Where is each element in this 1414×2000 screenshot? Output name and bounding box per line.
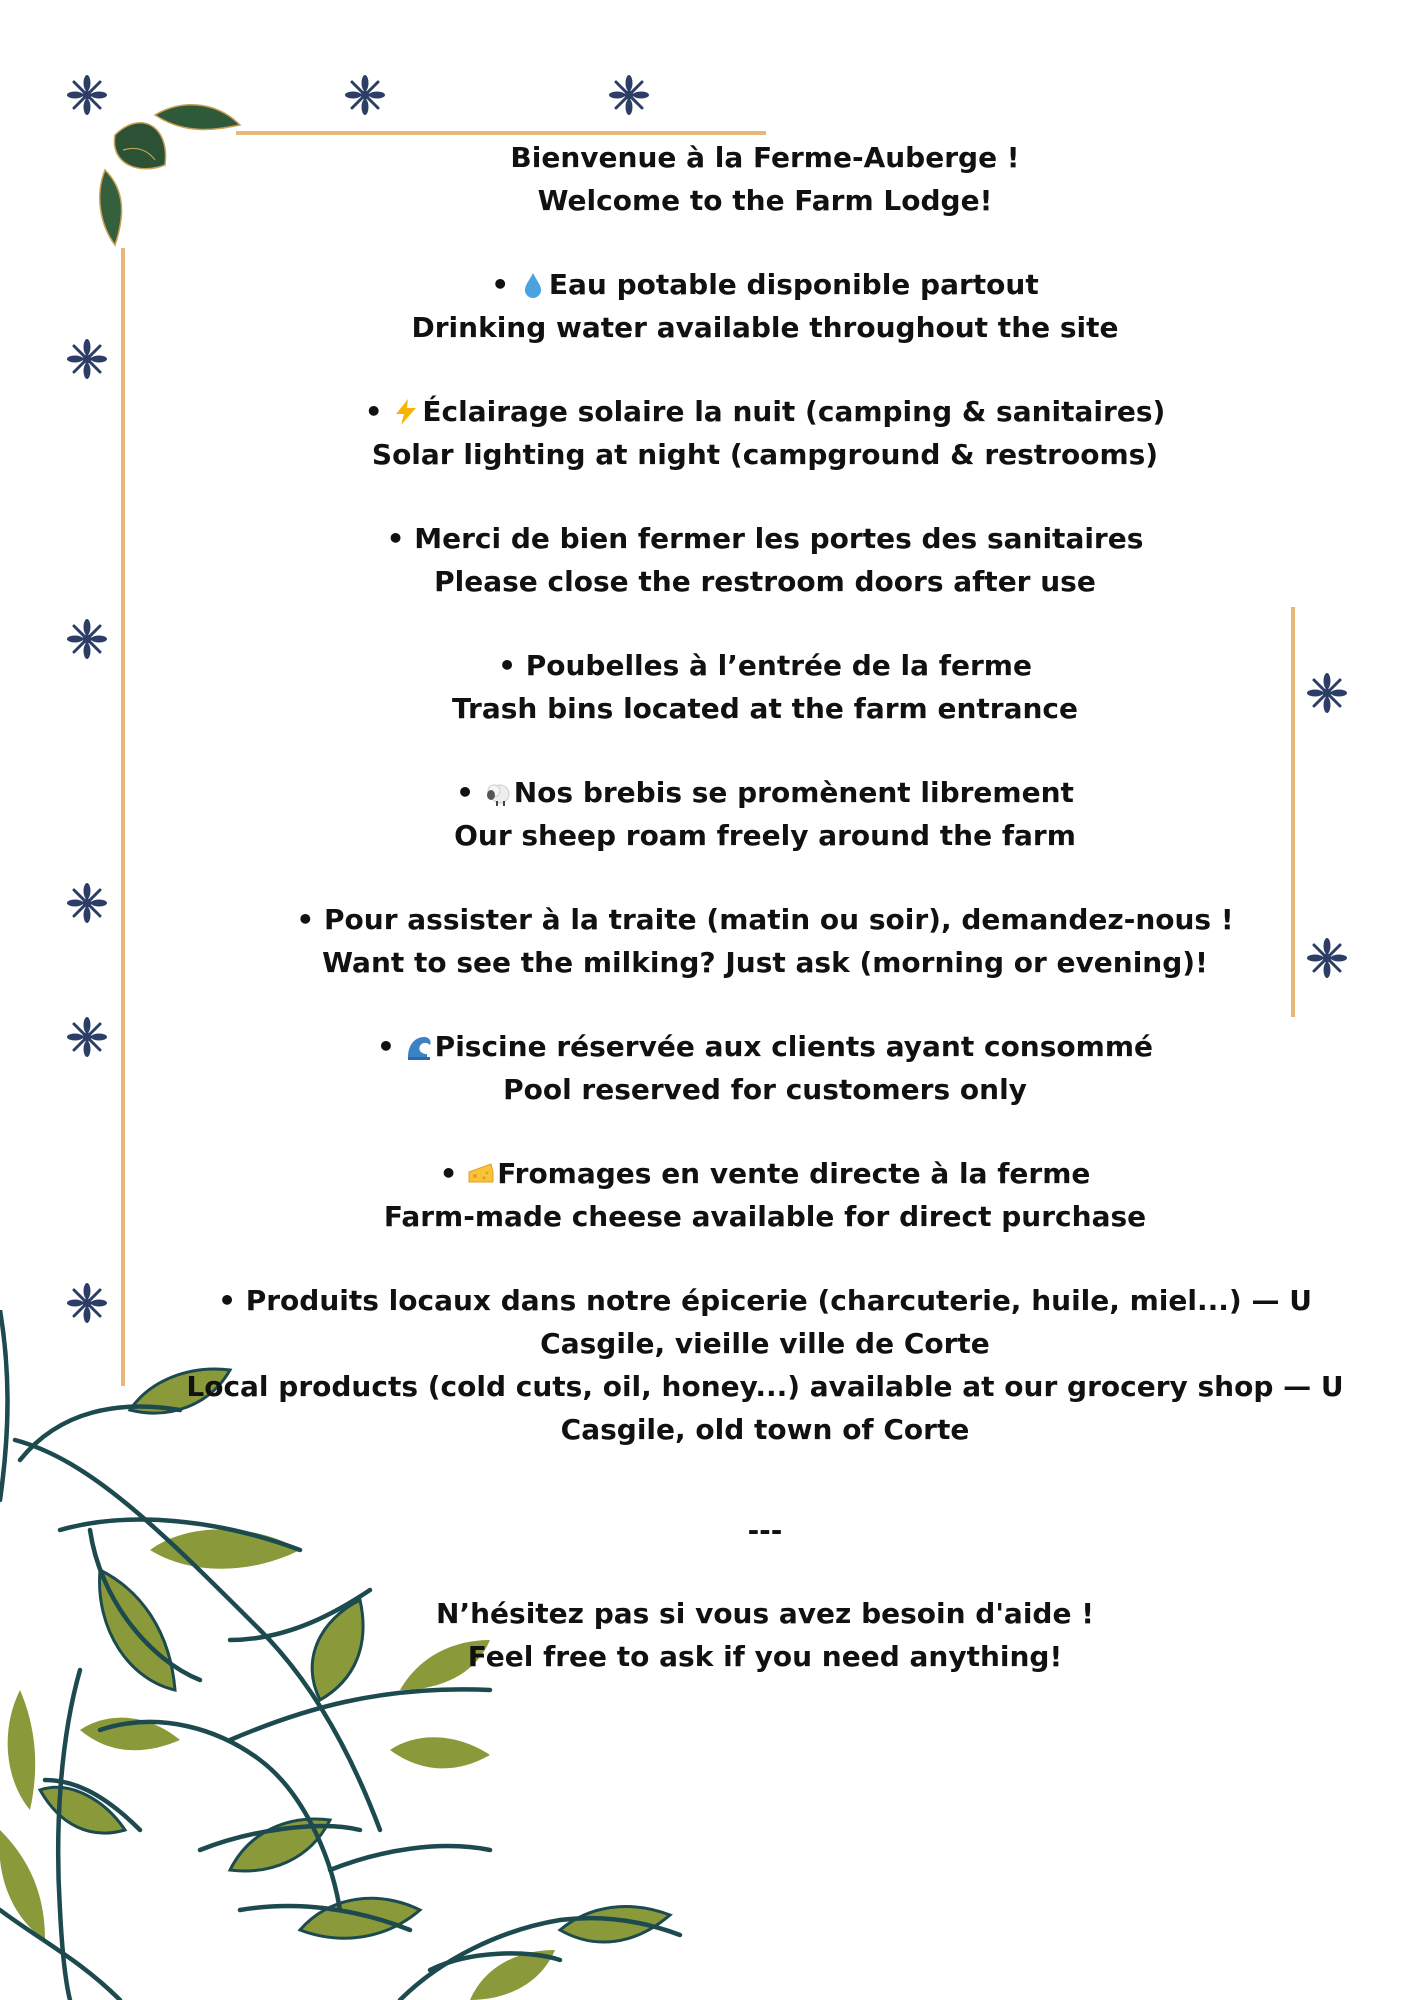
notice-text-en: Pool reserved for customers only (503, 1073, 1027, 1106)
notice-text-fr: Poubelles à l’entrée de la ferme (525, 649, 1032, 682)
star-flower-icon (64, 1014, 110, 1060)
bullet: • (491, 268, 510, 301)
notice-text-fr: Fromages en vente directe à la ferme (497, 1157, 1091, 1190)
sheep-icon (484, 779, 512, 807)
wave-icon (405, 1033, 433, 1061)
notice-item (170, 263, 1360, 349)
notice-text-en: Trash bins located at the farm entrance (452, 692, 1078, 725)
notice-item (170, 390, 1360, 476)
closing-message (170, 1592, 1360, 1678)
notice-text-en: Solar lighting at night (campground & restrooms) (371, 438, 1159, 471)
closing-text-fr: N’hésitez pas si vous avez besoin d'aide ! (436, 1597, 1094, 1630)
star-flower-icon (64, 880, 110, 926)
bullet: • (456, 776, 474, 809)
star-flower-icon (606, 72, 652, 118)
welcome-header (170, 136, 1360, 222)
notice-item (170, 771, 1360, 857)
bullet: • (218, 1284, 236, 1317)
notice-text-fr: Eau potable disponible partout (548, 268, 1039, 301)
notice-item (170, 1025, 1360, 1111)
notice-item (170, 644, 1360, 730)
top-border-line (236, 131, 766, 135)
bullet: • (364, 395, 383, 428)
notice-text-fr: Pour assister à la traite (matin ou soir), demandez-nous ! (324, 903, 1234, 936)
notice-text-fr: Piscine réservée aux clients ayant consommé (434, 1030, 1153, 1063)
notice-text-en: Our sheep roam freely around the farm (454, 819, 1076, 852)
lightning-icon (392, 398, 420, 426)
bullet: • (377, 1030, 395, 1063)
notice-text-en: Drinking water available throughout the site (411, 311, 1119, 344)
notice-text-fr: Merci de bien fermer les portes des sanitaires (414, 522, 1144, 555)
notice-item (170, 1152, 1360, 1238)
star-flower-icon (342, 72, 388, 118)
welcome-title-fr: Bienvenue à la Ferme-Auberge ! (510, 141, 1020, 174)
star-flower-icon (64, 336, 110, 382)
separator: --- (747, 1514, 783, 1547)
notice-text-en: Local products (cold cuts, oil, honey...) available at our grocery shop — U Casgile, old town of Corte (186, 1370, 1344, 1446)
notice-item (170, 517, 1360, 603)
notice-item (170, 1279, 1360, 1451)
cheese-icon (467, 1160, 495, 1188)
notice-text-fr: Éclairage solaire la nuit (camping & sanitaires) (422, 395, 1166, 428)
water-drop-icon (519, 271, 547, 299)
welcome-title-en: Welcome to the Farm Lodge! (537, 184, 993, 217)
notice-text-fr: Nos brebis se promènent librement (513, 776, 1074, 809)
notice-text-en: Please close the restroom doors after use (434, 565, 1096, 598)
closing-text-en: Feel free to ask if you need anything! (467, 1640, 1063, 1673)
notice-text-en: Farm-made cheese available for direct purchase (383, 1200, 1147, 1233)
bullet: • (386, 522, 405, 555)
bullet: • (498, 649, 516, 682)
star-flower-icon (64, 72, 110, 118)
notice-text-en: Want to see the milking? Just ask (morning or evening)! (322, 946, 1208, 979)
bullet: • (296, 903, 315, 936)
notice-content (170, 136, 1360, 1678)
notice-item (170, 898, 1360, 984)
bullet: • (439, 1157, 458, 1190)
notice-text-fr: Produits locaux dans notre épicerie (charcuterie, huile, miel...) — U Casgile, vieille ville de Corte (245, 1284, 1312, 1360)
star-flower-icon (64, 616, 110, 662)
left-border-line (121, 248, 125, 1386)
